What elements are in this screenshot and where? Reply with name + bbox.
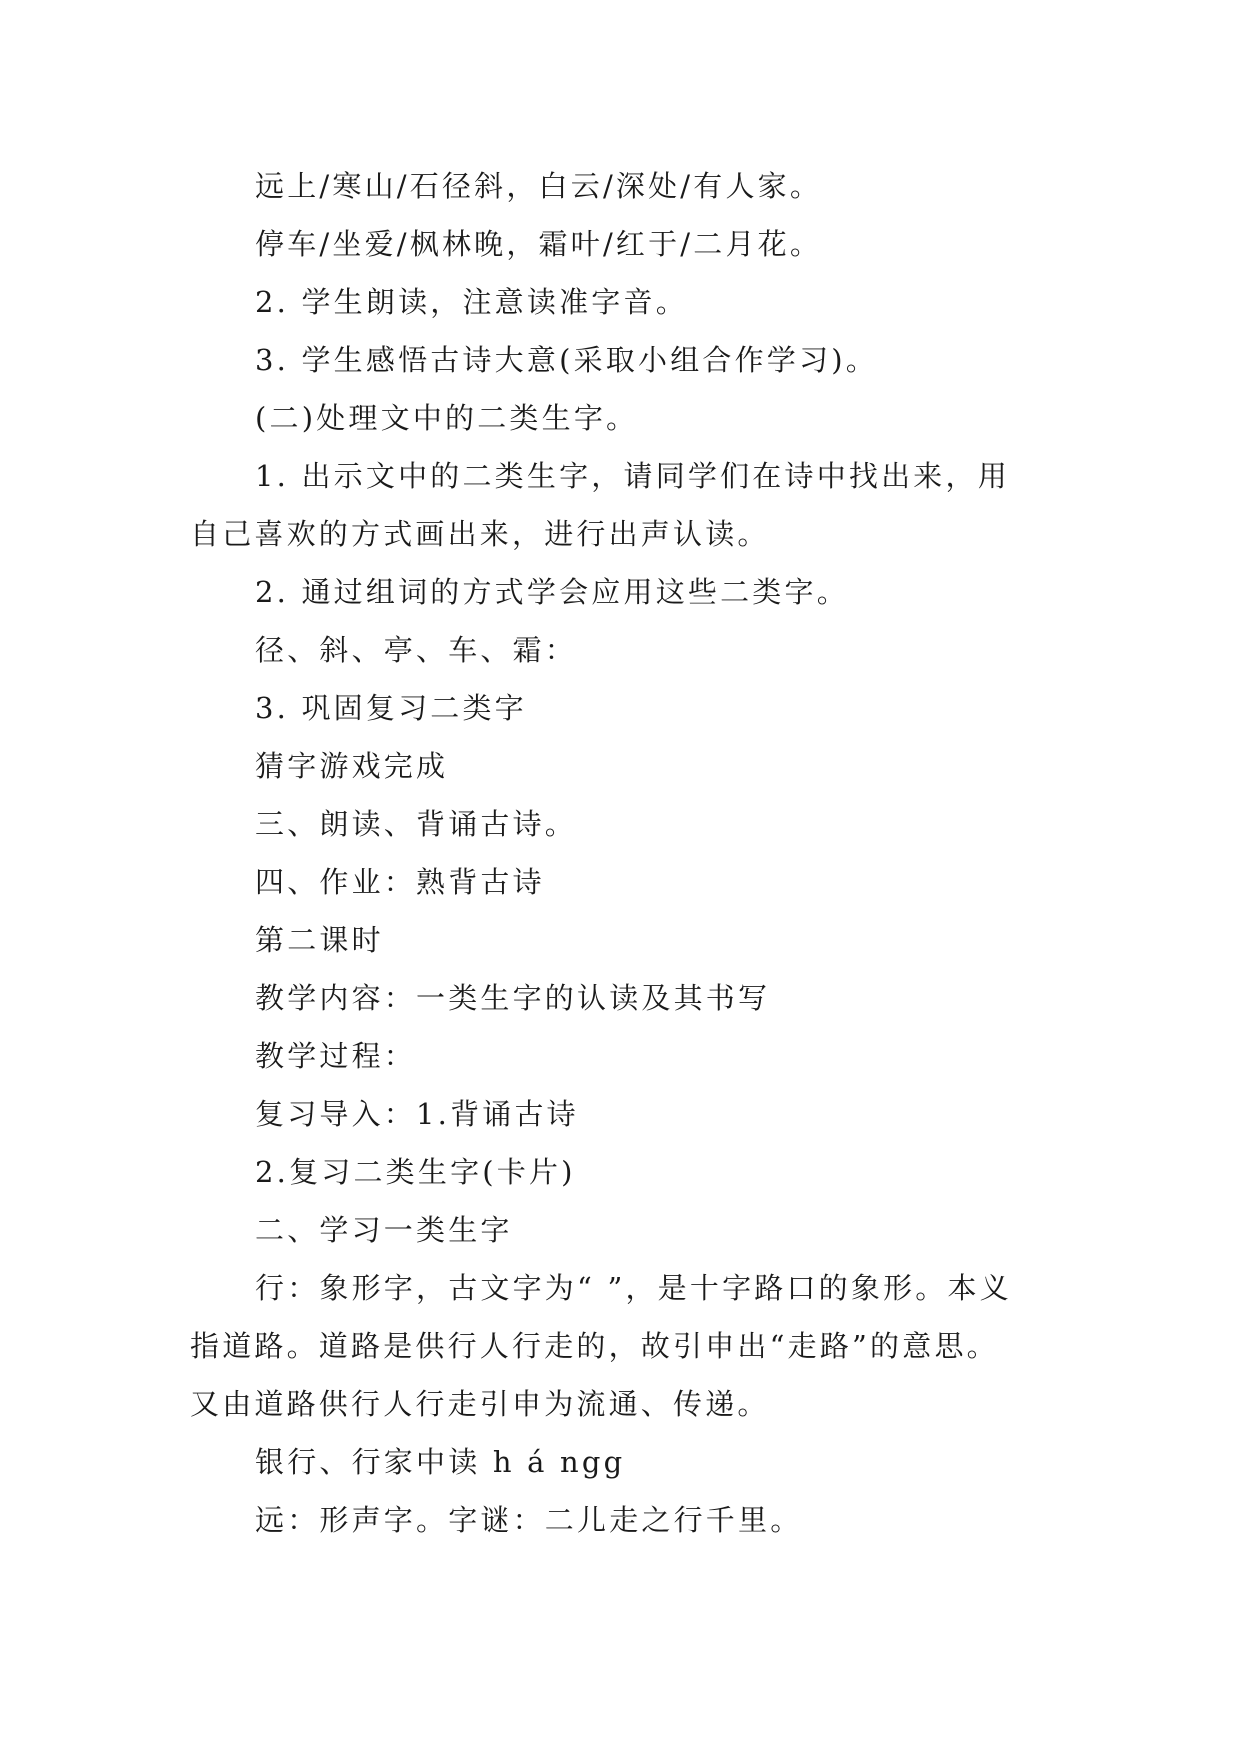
lesson-two-heading: 第二课时 xyxy=(255,923,384,957)
character-list: 径、斜、亭、车、霜： xyxy=(255,633,578,667)
char-xing-explanation-cont-1: 指道路。道路是供行人行走的，故引申出“走路”的意思。 xyxy=(190,1329,999,1363)
section-first-class-characters: 二、学习一类生字 xyxy=(255,1213,513,1247)
section-homework: 四、作业：熟背古诗 xyxy=(255,865,545,899)
char-xing-explanation: 行：象形字，古文字为“ ”，是十字路口的象形。本义 xyxy=(255,1271,1012,1305)
teaching-process: 教学过程： xyxy=(255,1039,417,1073)
char-yuan-explanation: 远：形声字。字谜：二儿走之行千里。 xyxy=(255,1503,803,1537)
section-second-class-characters: (二)处理文中的二类生字。 xyxy=(255,401,639,435)
review-intro: 复习导入：1.背诵古诗 xyxy=(255,1097,579,1131)
step-understand-poem: 3. 学生感悟古诗大意(采取小组合作学习)。 xyxy=(255,343,878,377)
section-recite: 三、朗读、背诵古诗。 xyxy=(255,807,578,841)
poem-line-1: 远上/寒山/石径斜，白云/深处/有人家。 xyxy=(255,169,823,203)
char-xing-explanation-cont-2: 又由道路供行人行走引申为流通、传递。 xyxy=(190,1387,770,1421)
teaching-content: 教学内容：一类生字的认读及其书写 xyxy=(255,981,771,1015)
step-review: 3. 巩固复习二类字 xyxy=(255,691,527,725)
step-show-characters: 1. 出示文中的二类生字，请同学们在诗中找出来，用 xyxy=(255,459,1010,493)
step-word-building: 2. 通过组词的方式学会应用这些二类字。 xyxy=(255,575,849,609)
char-xing-pronunciation: 银行、行家中读 h á ngg xyxy=(255,1445,626,1479)
guessing-game: 猜字游戏完成 xyxy=(255,749,449,783)
review-cards: 2.复习二类生字(卡片) xyxy=(255,1155,576,1189)
poem-line-2: 停车/坐爱/枫林晚，霜叶/红于/二月花。 xyxy=(255,227,823,261)
step-read-aloud: 2. 学生朗读，注意读准字音。 xyxy=(255,285,688,319)
step-show-characters-cont: 自己喜欢的方式画出来，进行出声认读。 xyxy=(190,517,770,551)
